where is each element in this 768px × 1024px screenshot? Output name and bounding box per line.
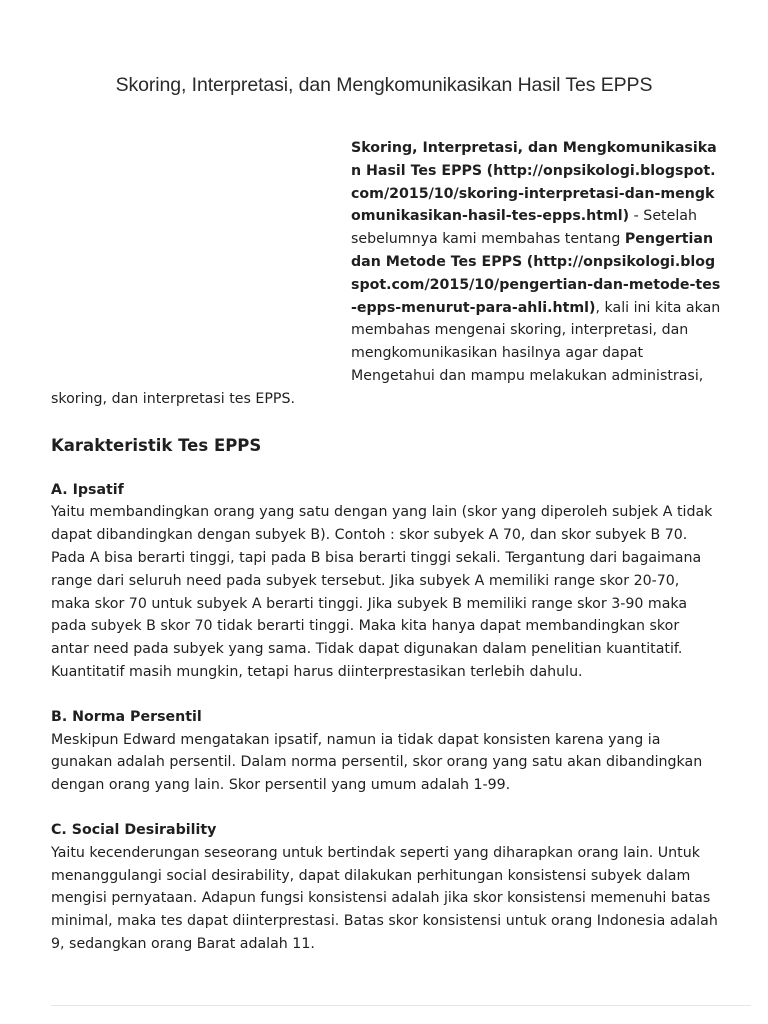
- section-heading: Karakteristik Tes EPPS: [51, 435, 262, 455]
- article-body: [51, 137, 721, 956]
- subsection-heading-social-desirability: C. Social Desirability: [51, 821, 217, 838]
- bottom-divider: [51, 1005, 751, 1006]
- intro-link-1[interactable]: (http://onpsikologi.blogspot.com/2015/10/skoring-interpretasi-dan-mengkomunikasikan-hasil-tes-epps.html): [351, 162, 716, 225]
- intro-text-1: - Setelah sebelumnya kami membahas tentang: [351, 208, 697, 248]
- subsection-body-norma-persentil: Meskipun Edward mengatakan ipsatif, namun ia tidak dapat konsisten karena yang ia gunakan adalah persentil. Dalam norma persentil, skor orang yang satu akan dibandingkan dengan orang yang lain. Skor persentil yang umum adalah 1-99.: [51, 731, 703, 794]
- intro-bold-link-title[interactable]: Pengertian dan Metode Tes EPPS: [351, 231, 714, 270]
- subsection-heading-ipsatif: A. Ipsatif: [51, 481, 124, 498]
- page-title: Skoring, Interpretasi, dan Mengkomunikasikan Hasil Tes EPPS: [115, 74, 653, 96]
- subsection-heading-norma-persentil: B. Norma Persentil: [51, 708, 202, 725]
- image-placeholder: [51, 137, 351, 377]
- subsection-body-ipsatif: Yaitu membandingkan orang yang satu dengan yang lain (skor yang diperoleh subjek A tidak dapat dibandingkan dengan subyek B). Contoh : skor subyek A 70, dan skor subyek B 70. Pada A bisa berarti tinggi, tapi pada B bisa berarti tinggi sekali. Tergantung dari bagaimana range dari seluruh need pada subyek tersebut. Jika subyek A memiliki range skor 20-70, maka skor 70 untuk subyek A berarti tinggi. Jika subyek B memiliki range skor 3-90 maka pada subyek B skor 70 tidak berarti tinggi. Maka kita hanya dapat membandingkan skor antar need pada subyek yang sama. Tidak dapat digunakan dalam penelitian kuantitatif. Kuantitatif masih mungkin, tetapi harus diinterprestasikan terlebih dahulu.: [51, 504, 713, 680]
- intro-bold-title: Skoring, Interpretasi, dan Mengkomunikasikan Hasil Tes EPPS: [351, 140, 717, 179]
- intro-text-2: , kali ini kita akan membahas mengenai skoring, interpretasi, dan mengkomunikasikan hasilnya agar dapat Mengetahui dan mampu melakukan administrasi, skoring, dan interpretasi tes EPPS.: [51, 299, 721, 407]
- intro-link-2[interactable]: (http://onpsikologi.blogspot.com/2015/10/pengertian-dan-metode-tes-epps-menurut-para-ahli.html): [351, 253, 721, 316]
- subsection-body-social-desirability: Yaitu kecenderungan seseorang untuk bertindak seperti yang diharapkan orang lain. Untuk menanggulangi social desirability, dapat dilakukan perhitungan konsistensi subyek dalam mengisi pernyataan. Adapun fungsi konsistensi adalah jika skor konsistensi memenuhi batas minimal, maka tes dapat diinterprestasi. Batas skor konsistensi untuk orang Indonesia adalah 9, sedangkan orang Barat adalah 11.: [51, 844, 718, 952]
